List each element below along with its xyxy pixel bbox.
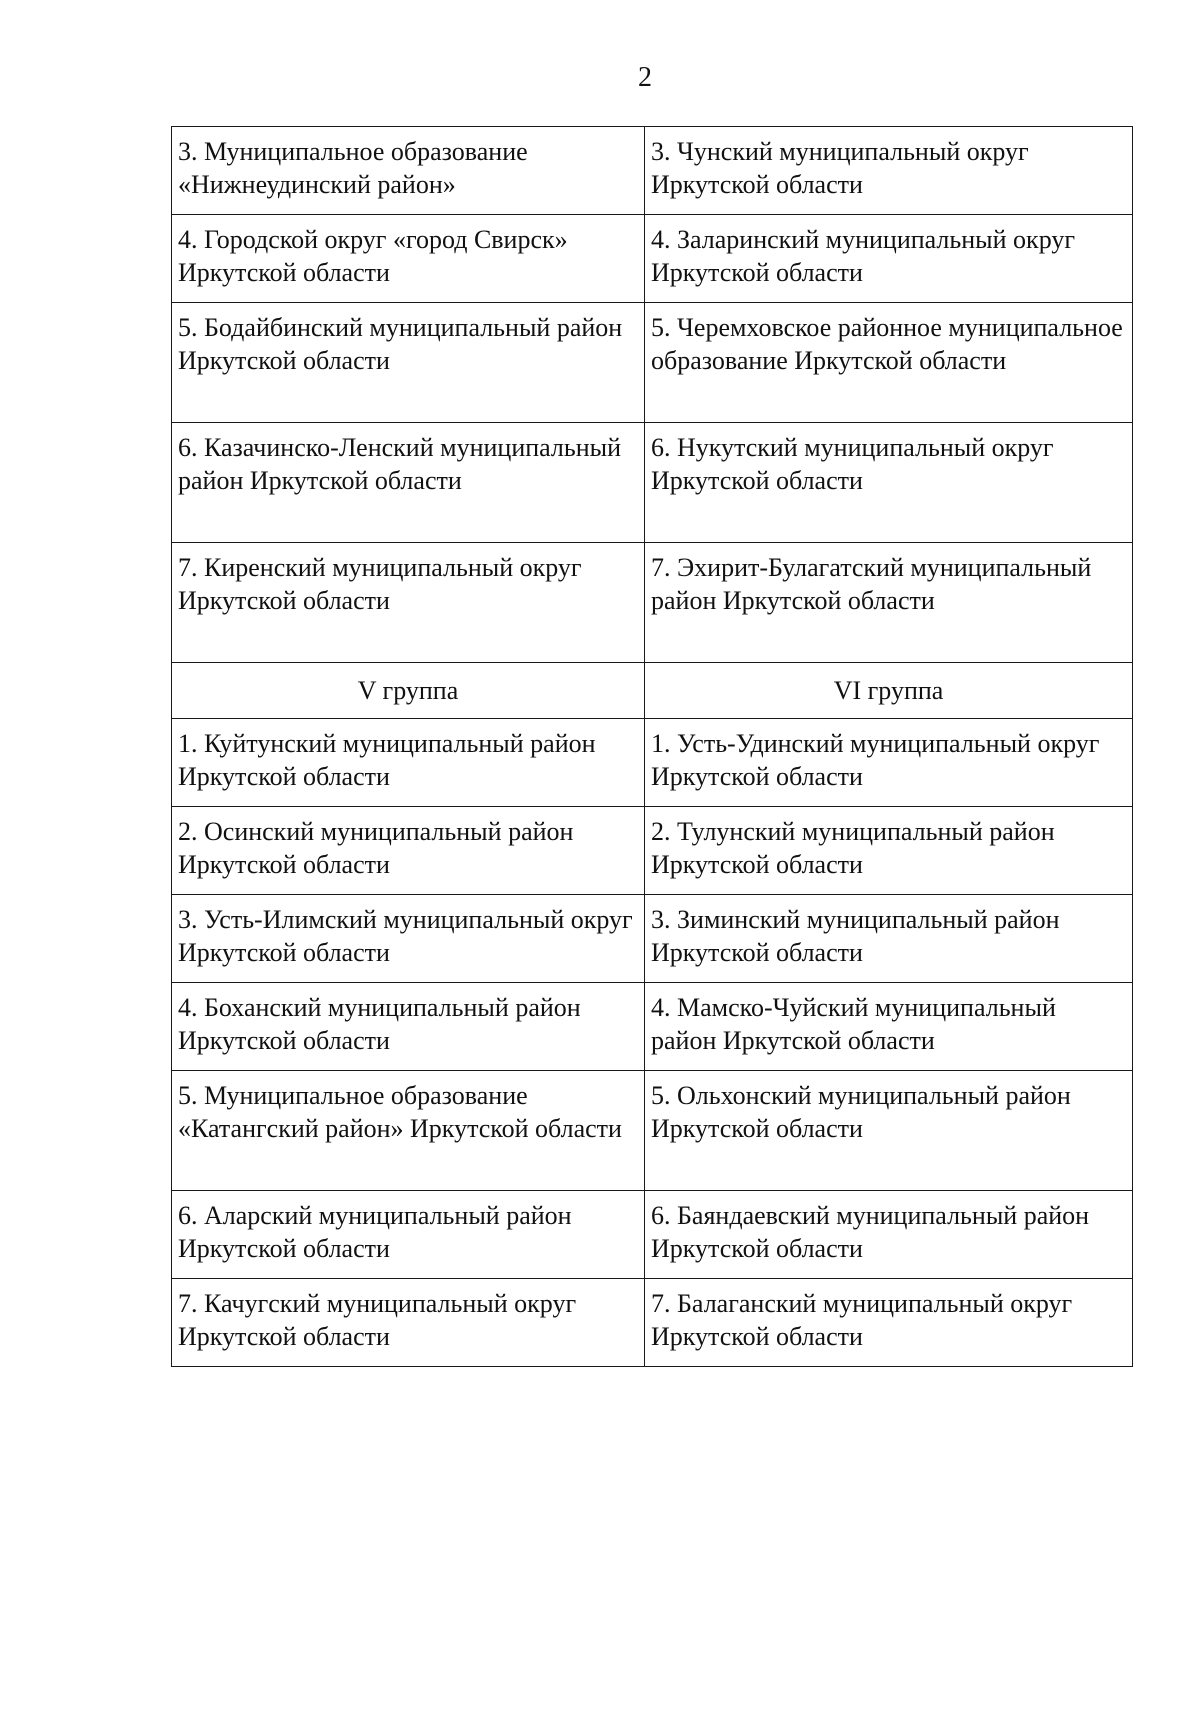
- left-cell: 5. Бодайбинский муниципальный район Иркутской области: [172, 303, 645, 423]
- right-cell: 4. Мамско-Чуйский муниципальный район Иркутской области: [645, 983, 1133, 1071]
- left-cell: 3. Усть-Илимский муниципальный округ Иркутской области: [172, 895, 645, 983]
- left-cell: 4. Боханский муниципальный район Иркутской области: [172, 983, 645, 1071]
- left-cell: 1. Куйтунский муниципальный район Иркутской области: [172, 719, 645, 807]
- left-cell: 6. Аларский муниципальный район Иркутской области: [172, 1191, 645, 1279]
- right-cell: 6. Баяндаевский муниципальный район Иркутской области: [645, 1191, 1133, 1279]
- table-row: [172, 423, 1133, 543]
- left-cell: 4. Городской округ «город Свирск» Иркутской области: [172, 215, 645, 303]
- table-row: [172, 983, 1133, 1071]
- table-row: [172, 543, 1133, 663]
- table-row: [172, 1279, 1133, 1367]
- right-cell: 1. Усть-Удинский муниципальный округ Иркутской области: [645, 719, 1133, 807]
- right-cell: 5. Черемховское районное муниципальное образование Иркутской области: [645, 303, 1133, 423]
- left-cell: 7. Качугский муниципальный округ Иркутской области: [172, 1279, 645, 1367]
- right-cell: 3. Зиминский муниципальный район Иркутской области: [645, 895, 1133, 983]
- municipal-groups-table: [171, 126, 1133, 1367]
- left-cell: 3. Муниципальное образование «Нижнеудинский район»: [172, 127, 645, 215]
- page-number: 2: [638, 62, 652, 93]
- table-row: [172, 895, 1133, 983]
- table-row: [172, 807, 1133, 895]
- table-row: [172, 1191, 1133, 1279]
- left-cell: 6. Казачинско-Ленский муниципальный район Иркутской области: [172, 423, 645, 543]
- right-cell: 7. Балаганский муниципальный округ Иркутской области: [645, 1279, 1133, 1367]
- right-cell: 2. Тулунский муниципальный район Иркутской области: [645, 807, 1133, 895]
- left-cell: 5. Муниципальное образование «Катангский район» Иркутской области: [172, 1071, 645, 1191]
- group-v-heading: V группа: [172, 663, 645, 719]
- table-row: [172, 719, 1133, 807]
- right-cell: 5. Ольхонский муниципальный район Иркутской области: [645, 1071, 1133, 1191]
- table-row: [172, 1071, 1133, 1191]
- table-row: [172, 215, 1133, 303]
- table-row: [172, 303, 1133, 423]
- left-cell: 7. Киренский муниципальный округ Иркутской области: [172, 543, 645, 663]
- group-vi-heading: VI группа: [645, 663, 1133, 719]
- right-cell: 4. Заларинский муниципальный округ Иркутской области: [645, 215, 1133, 303]
- group-header-row: [172, 663, 1133, 719]
- left-cell: 2. Осинский муниципальный район Иркутской области: [172, 807, 645, 895]
- right-cell: 3. Чунский муниципальный округ Иркутской области: [645, 127, 1133, 215]
- right-cell: 6. Нукутский муниципальный округ Иркутской области: [645, 423, 1133, 543]
- table-row: [172, 127, 1133, 215]
- right-cell: 7. Эхирит-Булагатский муниципальный район Иркутской области: [645, 543, 1133, 663]
